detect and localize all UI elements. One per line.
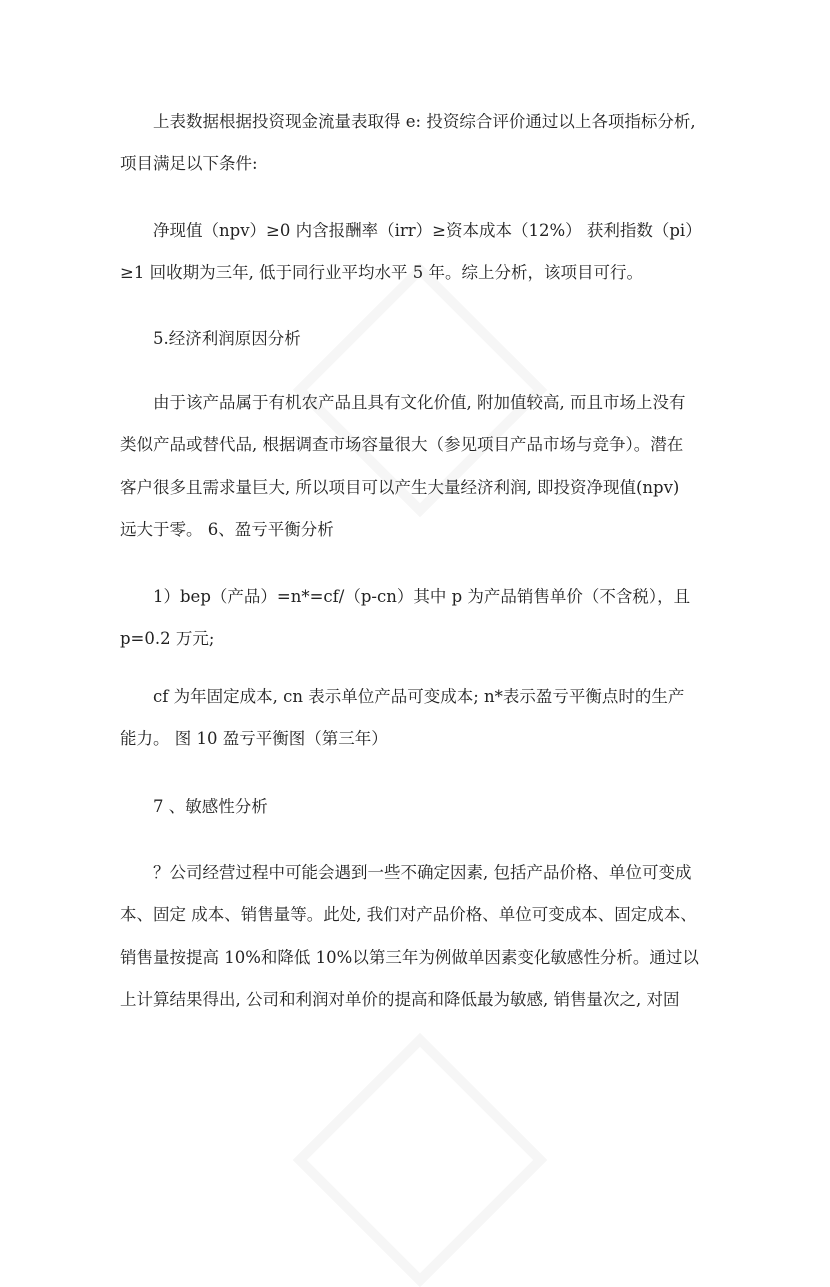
text-line: 类似产品或替代品, 根据调查市场容量很大（参见项目产品市场与竞争）。潜在	[120, 435, 684, 454]
text-line: 上计算结果得出, 公司和利润对单价的提高和降低最为敏感, 销售量次之, 对固	[120, 990, 680, 1009]
text-line: p=0.2 万元;	[120, 629, 215, 648]
watermark	[293, 1033, 548, 1287]
text-line: 净现值（npv）≥0 内含报酬率（irr）≥资本成本（12%） 获利指数（pi）	[153, 221, 702, 240]
text-line: 客户很多且需求量巨大, 所以项目可以产生大量经济利润, 即投资净现值(npv)	[120, 478, 680, 497]
text-line: ≥1 回收期为三年, 低于同行业平均水平 5 年。综上分析，该项目可行。	[120, 263, 644, 282]
text-line: 由于该产品属于有机农产品且具有文化价值, 附加值较高, 而且市场上没有	[153, 393, 686, 412]
text-line: 上表数据根据投资现金流量表取得 e: 投资综合评价通过以上各项指标分析,	[153, 112, 696, 131]
text-line: 1）bep（产品）=n*=cf/（p-cn）其中 p 为产品销售单价（不含税），且	[153, 587, 691, 606]
text-line: ？公司经营过程中可能会遇到一些不确定因素, 包括产品价格、单位可变成	[153, 863, 692, 882]
text-line: 7 、敏感性分析	[153, 797, 268, 816]
text-line: 销售量按提高 10%和降低 10%以第三年为例做单因素变化敏感性分析。通过以	[120, 948, 699, 967]
text-line: 本、固定 成本、销售量等。此处, 我们对产品价格、单位可变成本、固定成本、	[120, 905, 697, 924]
text-line: cf 为年固定成本, cn 表示单位产品可变成本; n*表示盈亏平衡点时的生产	[153, 687, 685, 706]
text-line: 能力。 图 10 盈亏平衡图（第三年）	[120, 729, 388, 748]
text-line: 远大于零。 6、盈亏平衡分析	[120, 520, 334, 539]
text-line: 项目满足以下条件:	[120, 154, 258, 173]
text-line: 5.经济利润原因分析	[153, 329, 301, 348]
